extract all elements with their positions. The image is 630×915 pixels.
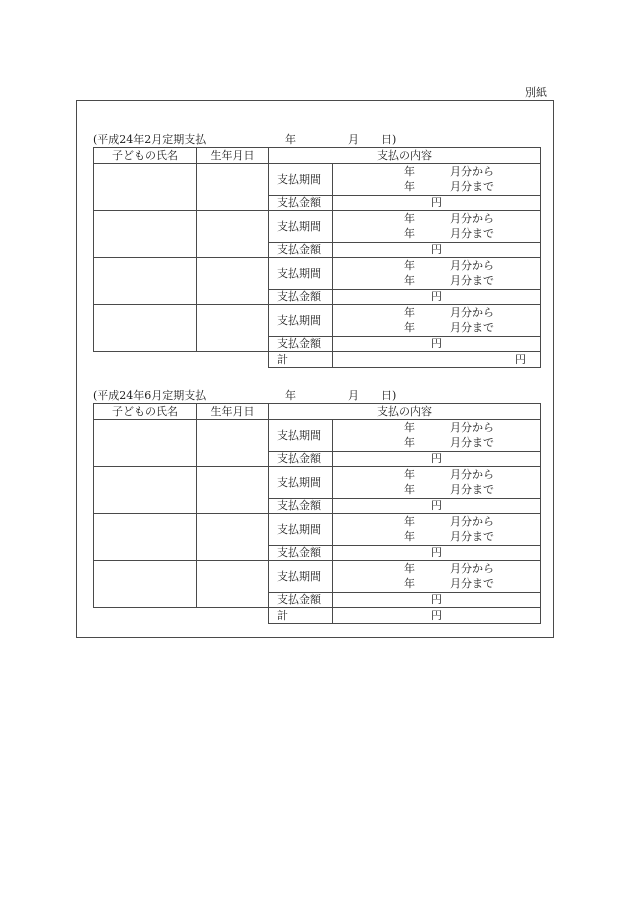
period-to-month: 月分まで: [450, 483, 494, 496]
total-row: [94, 352, 541, 368]
table-row: [94, 420, 541, 452]
amount-label: 支払金額: [269, 593, 333, 608]
date-of-birth-cell[interactable]: [197, 305, 269, 352]
period-from-year: 年: [404, 212, 415, 225]
caption-day: 日): [381, 389, 397, 402]
amount-value-cell[interactable]: 円: [333, 290, 541, 305]
period-to-month: 月分まで: [450, 274, 494, 287]
header-payment-content: 支払の内容: [269, 404, 541, 420]
caption-title: (平成24年2月定期支払: [93, 133, 207, 146]
period-value-cell[interactable]: [333, 514, 541, 546]
header-row: [94, 404, 541, 420]
period-label: 支払期間: [269, 561, 333, 593]
period-from-month: 月分から: [450, 306, 494, 319]
amount-value-cell[interactable]: 円: [333, 452, 541, 467]
period-to-year: 年: [404, 274, 415, 287]
amount-label: 支払金額: [269, 546, 333, 561]
period-value-cell[interactable]: [333, 258, 541, 290]
caption-title: (平成24年6月定期支払: [93, 389, 207, 402]
date-of-birth-cell[interactable]: [197, 164, 269, 211]
payment-table: [93, 147, 541, 368]
period-value-cell[interactable]: [333, 305, 541, 337]
amount-label: 支払金額: [269, 196, 333, 211]
child-name-cell[interactable]: [94, 164, 197, 211]
period-from-month: 月分から: [450, 165, 494, 178]
period-from-month: 月分から: [450, 562, 494, 575]
period-label: 支払期間: [269, 211, 333, 243]
amount-label: 支払金額: [269, 243, 333, 258]
table-row: [94, 305, 541, 337]
table-row: [94, 561, 541, 593]
period-label: 支払期間: [269, 258, 333, 290]
caption-month: 月: [348, 133, 359, 146]
total-label: 計: [269, 352, 333, 368]
period-from-year: 年: [404, 468, 415, 481]
period-value-cell[interactable]: [333, 561, 541, 593]
date-of-birth-cell[interactable]: [197, 514, 269, 561]
period-from-month: 月分から: [450, 515, 494, 528]
period-to-year: 年: [404, 321, 415, 334]
date-of-birth-cell[interactable]: [197, 561, 269, 608]
period-to-month: 月分まで: [450, 321, 494, 334]
total-value-cell[interactable]: 円: [333, 352, 541, 368]
caption-year: 年: [285, 389, 296, 402]
period-from-year: 年: [404, 562, 415, 575]
amount-label: 支払金額: [269, 499, 333, 514]
section-caption: [93, 133, 540, 147]
period-from-year: 年: [404, 259, 415, 272]
amount-value-cell[interactable]: 円: [333, 593, 541, 608]
child-name-cell[interactable]: [94, 420, 197, 467]
amount-label: 支払金額: [269, 337, 333, 352]
child-name-cell[interactable]: [94, 514, 197, 561]
payment-table: [93, 403, 541, 624]
table-row: [94, 164, 541, 196]
period-from-month: 月分から: [450, 212, 494, 225]
child-name-cell[interactable]: [94, 305, 197, 352]
child-name-cell[interactable]: [94, 211, 197, 258]
period-label: 支払期間: [269, 467, 333, 499]
table-row: [94, 258, 541, 290]
total-label: 計: [269, 608, 333, 624]
period-to-year: 年: [404, 577, 415, 590]
caption-year: 年: [285, 133, 296, 146]
period-value-cell[interactable]: [333, 420, 541, 452]
period-label: 支払期間: [269, 514, 333, 546]
payment-section-june: [93, 389, 540, 624]
period-from-month: 月分から: [450, 421, 494, 434]
period-value-cell[interactable]: [333, 164, 541, 196]
period-from-year: 年: [404, 306, 415, 319]
amount-label: 支払金額: [269, 452, 333, 467]
amount-value-cell[interactable]: 円: [333, 243, 541, 258]
period-to-year: 年: [404, 530, 415, 543]
date-of-birth-cell[interactable]: [197, 467, 269, 514]
period-to-year: 年: [404, 483, 415, 496]
amount-value-cell[interactable]: 円: [333, 546, 541, 561]
caption-day: 日): [381, 133, 397, 146]
period-to-month: 月分まで: [450, 530, 494, 543]
period-to-month: 月分まで: [450, 180, 494, 193]
period-to-year: 年: [404, 180, 415, 193]
header-row: [94, 148, 541, 164]
table-row: [94, 211, 541, 243]
period-label: 支払期間: [269, 164, 333, 196]
period-value-cell[interactable]: [333, 211, 541, 243]
header-date-of-birth: 生年月日: [197, 404, 269, 420]
total-value-cell[interactable]: 円: [333, 608, 541, 624]
child-name-cell[interactable]: [94, 467, 197, 514]
header-date-of-birth: 生年月日: [197, 148, 269, 164]
period-to-month: 月分まで: [450, 436, 494, 449]
attachment-label: 別紙: [525, 86, 547, 99]
period-to-year: 年: [404, 227, 415, 240]
period-from-year: 年: [404, 165, 415, 178]
period-from-month: 月分から: [450, 259, 494, 272]
child-name-cell[interactable]: [94, 258, 197, 305]
amount-value-cell[interactable]: 円: [333, 499, 541, 514]
amount-value-cell[interactable]: 円: [333, 196, 541, 211]
date-of-birth-cell[interactable]: [197, 420, 269, 467]
header-payment-content: 支払の内容: [269, 148, 541, 164]
total-row: [94, 608, 541, 624]
period-from-year: 年: [404, 515, 415, 528]
date-of-birth-cell[interactable]: [197, 211, 269, 258]
period-to-month: 月分まで: [450, 227, 494, 240]
period-label: 支払期間: [269, 420, 333, 452]
table-row: [94, 514, 541, 546]
section-caption: [93, 389, 540, 403]
caption-month: 月: [348, 389, 359, 402]
period-to-month: 月分まで: [450, 577, 494, 590]
period-value-cell[interactable]: [333, 467, 541, 499]
table-row: [94, 467, 541, 499]
period-from-month: 月分から: [450, 468, 494, 481]
payment-section-february: [93, 133, 540, 368]
amount-label: 支払金額: [269, 290, 333, 305]
header-child-name: 子どもの氏名: [94, 148, 197, 164]
header-child-name: 子どもの氏名: [94, 404, 197, 420]
period-from-year: 年: [404, 421, 415, 434]
amount-value-cell[interactable]: 円: [333, 337, 541, 352]
child-name-cell[interactable]: [94, 561, 197, 608]
period-to-year: 年: [404, 436, 415, 449]
period-label: 支払期間: [269, 305, 333, 337]
date-of-birth-cell[interactable]: [197, 258, 269, 305]
